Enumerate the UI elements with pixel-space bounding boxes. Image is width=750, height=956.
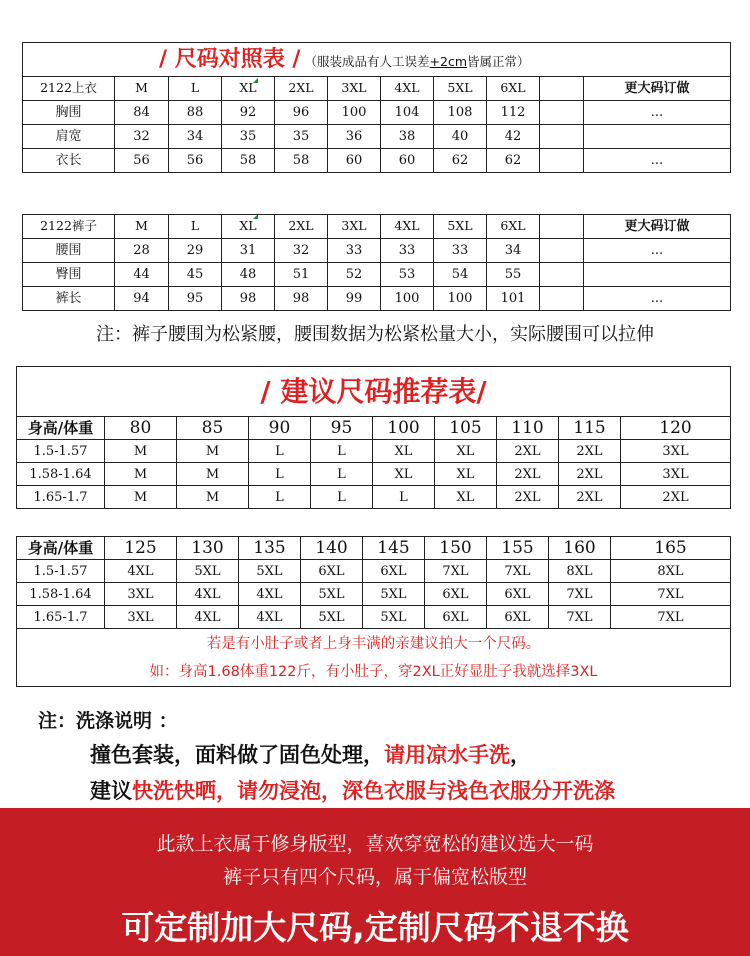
table-cell: 96	[275, 101, 328, 125]
table-cell: 35	[222, 125, 275, 149]
size-chart-table	[22, 42, 731, 173]
pants-chart-table	[22, 214, 731, 311]
header-cell: XL	[222, 215, 275, 239]
table-cell: 7XL	[549, 606, 611, 629]
table-cell	[584, 125, 731, 149]
table-cell: 60	[381, 149, 434, 173]
row-label: 1.58-1.64	[17, 583, 105, 606]
table-cell	[540, 287, 584, 311]
table-cell: XL	[373, 440, 435, 463]
table-cell: 100	[328, 101, 381, 125]
wash-line-2: 建议快洗快晒，请勿浸泡，深色衣服与浅色衣服分开洗涤	[90, 779, 615, 803]
table-cell: L	[311, 440, 373, 463]
header-cell: 160	[549, 537, 611, 560]
size-chart-header-row	[23, 77, 731, 101]
header-cell: 110	[497, 417, 559, 440]
table-cell: 44	[115, 263, 169, 287]
pants-chart-header-row	[23, 215, 731, 239]
table-cell: XL	[435, 463, 497, 486]
table-cell: L	[249, 463, 311, 486]
header-cell: 3XL	[328, 215, 381, 239]
table-cell: 84	[115, 101, 169, 125]
table-cell: 7XL	[487, 560, 549, 583]
row-label: 裤长	[23, 287, 115, 311]
table-cell: 6XL	[487, 606, 549, 629]
table-cell: M	[105, 486, 177, 509]
row-label: 胸围	[23, 101, 115, 125]
table-row	[23, 263, 731, 287]
table-cell: 2XL	[559, 463, 621, 486]
table-cell: 100	[381, 287, 434, 311]
table-cell: 58	[275, 149, 328, 173]
recommendation-header-row	[17, 537, 731, 560]
header-cell: 更大码订做	[584, 77, 731, 101]
table-cell: M	[177, 463, 249, 486]
table-cell: 34	[169, 125, 222, 149]
header-cell: 165	[611, 537, 731, 560]
table-cell: ...	[584, 239, 731, 263]
table-cell: 95	[169, 287, 222, 311]
row-label: 1.5-1.57	[17, 440, 105, 463]
row-label: 1.65-1.7	[17, 606, 105, 629]
table-cell: XL	[435, 440, 497, 463]
header-cell: 140	[301, 537, 363, 560]
table-cell: 28	[115, 239, 169, 263]
table-cell: 6XL	[301, 560, 363, 583]
header-cell: 6XL	[487, 215, 540, 239]
header-cell: 身高/体重	[17, 417, 105, 440]
banner-line-2: 裤子只有四个尺码，属于偏宽松版型	[222, 866, 527, 888]
table-cell: 54	[434, 263, 487, 287]
table-cell	[540, 263, 584, 287]
table-cell: 3XL	[621, 440, 731, 463]
table-cell: 29	[169, 239, 222, 263]
table-cell: 98	[222, 287, 275, 311]
table-row	[23, 287, 731, 311]
table-cell: L	[249, 440, 311, 463]
table-cell: 6XL	[425, 606, 487, 629]
table-cell: 62	[434, 149, 487, 173]
table-cell: XL	[373, 463, 435, 486]
size-chart-title-cell	[23, 43, 731, 77]
table-cell: 55	[487, 263, 540, 287]
table-cell: 2XL	[497, 463, 559, 486]
table-cell: 48	[222, 263, 275, 287]
recommendation-title-cell	[17, 367, 731, 417]
table-cell: 92	[222, 101, 275, 125]
table-cell: M	[105, 440, 177, 463]
header-cell: 2122裤子	[23, 215, 115, 239]
table-cell: 32	[275, 239, 328, 263]
table-cell: 58	[222, 149, 275, 173]
row-label: 1.5-1.57	[17, 560, 105, 583]
table-cell: 112	[487, 101, 540, 125]
header-cell: 130	[177, 537, 239, 560]
table-row	[23, 101, 731, 125]
table-cell: 31	[222, 239, 275, 263]
table-cell: 3XL	[105, 583, 177, 606]
table-cell: 7XL	[425, 560, 487, 583]
wash-instructions	[38, 706, 615, 805]
table-cell: 38	[381, 125, 434, 149]
row-label: 衣长	[23, 149, 115, 173]
table-cell: XL	[435, 486, 497, 509]
table-cell: 2XL	[621, 486, 731, 509]
table-cell: 51	[275, 263, 328, 287]
table-cell: 52	[328, 263, 381, 287]
table-cell: 2XL	[497, 440, 559, 463]
table-cell: 8XL	[549, 560, 611, 583]
wash-title: 注：洗涤说明 ：	[38, 710, 178, 732]
table-cell: 4XL	[177, 583, 239, 606]
table-cell: 7XL	[611, 583, 731, 606]
header-cell: 2XL	[275, 77, 328, 101]
table-cell: 53	[381, 263, 434, 287]
table-cell: 5XL	[177, 560, 239, 583]
table-cell: M	[177, 486, 249, 509]
table-cell: 4XL	[239, 606, 301, 629]
header-cell: 95	[311, 417, 373, 440]
wash-quick-dry-text: 快洗快晒，请勿浸泡，深色衣服与浅色衣服分开洗涤	[132, 779, 615, 803]
header-cell: 120	[621, 417, 731, 440]
table-cell: 108	[434, 101, 487, 125]
table-cell: 4XL	[239, 583, 301, 606]
table-cell: 2XL	[559, 486, 621, 509]
table-cell: L	[311, 486, 373, 509]
size-chart-title: / 尺码对照表 /	[159, 46, 301, 72]
header-cell: 2XL	[275, 215, 328, 239]
table-row	[23, 125, 731, 149]
cell-marker-icon	[253, 214, 258, 219]
row-label: 腰围	[23, 239, 115, 263]
table-cell: 94	[115, 287, 169, 311]
header-cell: 5XL	[434, 77, 487, 101]
table-row	[23, 149, 731, 173]
recommendation-table-2	[16, 536, 731, 687]
header-cell: M	[115, 215, 169, 239]
table-cell: M	[105, 463, 177, 486]
header-cell: XL	[222, 77, 275, 101]
table-cell: 7XL	[549, 583, 611, 606]
row-label: 臀围	[23, 263, 115, 287]
table-row	[17, 606, 731, 629]
table-cell: 5XL	[363, 583, 425, 606]
header-cell: 80	[105, 417, 177, 440]
table-cell	[540, 239, 584, 263]
table-cell: 40	[434, 125, 487, 149]
table-cell: 45	[169, 263, 222, 287]
header-cell: L	[169, 77, 222, 101]
header-cell: 155	[487, 537, 549, 560]
table-cell: 56	[115, 149, 169, 173]
table-cell: 62	[487, 149, 540, 173]
table-cell: 4XL	[105, 560, 177, 583]
table-cell: 6XL	[425, 583, 487, 606]
table-cell: 3XL	[105, 606, 177, 629]
row-label: 肩宽	[23, 125, 115, 149]
table-cell: 33	[381, 239, 434, 263]
table-cell: 3XL	[621, 463, 731, 486]
table-cell: 7XL	[611, 606, 731, 629]
header-cell	[540, 215, 584, 239]
table-cell: 32	[115, 125, 169, 149]
row-label: 1.58-1.64	[17, 463, 105, 486]
table-cell: 8XL	[611, 560, 731, 583]
header-cell: 6XL	[487, 77, 540, 101]
table-cell: 6XL	[363, 560, 425, 583]
table-cell: 99	[328, 287, 381, 311]
table-cell: M	[177, 440, 249, 463]
header-cell: 105	[435, 417, 497, 440]
header-cell: 135	[239, 537, 301, 560]
banner-line-3: 可定制加大尺码,定制尺码不退不换	[121, 908, 629, 947]
table-cell: ...	[584, 149, 731, 173]
recommendation-header-row	[17, 417, 731, 440]
table-row	[23, 239, 731, 263]
table-cell: 101	[487, 287, 540, 311]
header-cell: 5XL	[434, 215, 487, 239]
row-label: 1.65-1.7	[17, 486, 105, 509]
header-cell: 身高/体重	[17, 537, 105, 560]
wash-line-1: 撞色套装，面料做了固色处理，请用凉水手洗，	[90, 743, 531, 767]
table-cell: L	[373, 486, 435, 509]
header-cell: L	[169, 215, 222, 239]
table-cell: 36	[328, 125, 381, 149]
table-cell: 5XL	[363, 606, 425, 629]
table-cell	[540, 125, 584, 149]
table-cell: L	[311, 463, 373, 486]
size-chart-tolerance-note: （服装成品有人工误差+2cm皆属正常）	[304, 53, 530, 69]
table-cell: 35	[275, 125, 328, 149]
recommendation-table-1	[16, 366, 731, 509]
header-cell: 4XL	[381, 215, 434, 239]
table-cell	[540, 149, 584, 173]
table-cell: 98	[275, 287, 328, 311]
wash-cold-water-text: 请用凉水手洗	[384, 743, 510, 767]
header-cell: 4XL	[381, 77, 434, 101]
header-cell: 2122上衣	[23, 77, 115, 101]
header-cell: 更大码订做	[584, 215, 731, 239]
banner-line-1: 此款上衣属于修身版型，喜欢穿宽松的建议选大一码	[156, 833, 594, 855]
table-cell: 5XL	[239, 560, 301, 583]
table-row	[17, 440, 731, 463]
table-cell: L	[249, 486, 311, 509]
table-cell: 5XL	[301, 583, 363, 606]
table-row	[17, 560, 731, 583]
table-row	[17, 486, 731, 509]
header-cell: M	[115, 77, 169, 101]
table-cell: 6XL	[487, 583, 549, 606]
size-tip-line-1: 若是有小肚子或者上身丰满的亲建议拍大一个尺码。	[206, 635, 541, 652]
recommendation-title: / 建议尺码推荐表/	[260, 374, 487, 408]
table-cell: 60	[328, 149, 381, 173]
header-cell: 125	[105, 537, 177, 560]
table-cell: 100	[434, 287, 487, 311]
header-cell: 145	[363, 537, 425, 560]
table-cell: 104	[381, 101, 434, 125]
table-cell	[584, 263, 731, 287]
header-cell: 85	[177, 417, 249, 440]
table-cell: 33	[328, 239, 381, 263]
table-row	[17, 583, 731, 606]
size-tip-line-2: 如：身高1.68体重122斤，有小肚子，穿2XL正好显肚子我就选择3XL	[149, 663, 598, 680]
table-cell: 4XL	[177, 606, 239, 629]
table-row	[17, 463, 731, 486]
header-cell: 3XL	[328, 77, 381, 101]
table-cell: 34	[487, 239, 540, 263]
header-cell: 150	[425, 537, 487, 560]
header-cell: 115	[559, 417, 621, 440]
pants-waist-note: 注：裤子腰围为松紧腰，腰围数据为松紧松量大小，实际腰围可以拉伸	[96, 324, 654, 345]
table-cell: ...	[584, 287, 731, 311]
table-cell: 2XL	[559, 440, 621, 463]
cell-marker-icon	[253, 78, 258, 83]
table-cell: 88	[169, 101, 222, 125]
notice-banner	[0, 808, 750, 956]
table-cell: ...	[584, 101, 731, 125]
header-cell: 90	[249, 417, 311, 440]
table-cell	[540, 101, 584, 125]
header-cell: 100	[373, 417, 435, 440]
table-cell: 33	[434, 239, 487, 263]
table-cell: 42	[487, 125, 540, 149]
header-cell	[540, 77, 584, 101]
table-cell: 5XL	[301, 606, 363, 629]
table-cell: 56	[169, 149, 222, 173]
table-cell: 2XL	[497, 486, 559, 509]
size-tip-cell	[17, 629, 731, 687]
